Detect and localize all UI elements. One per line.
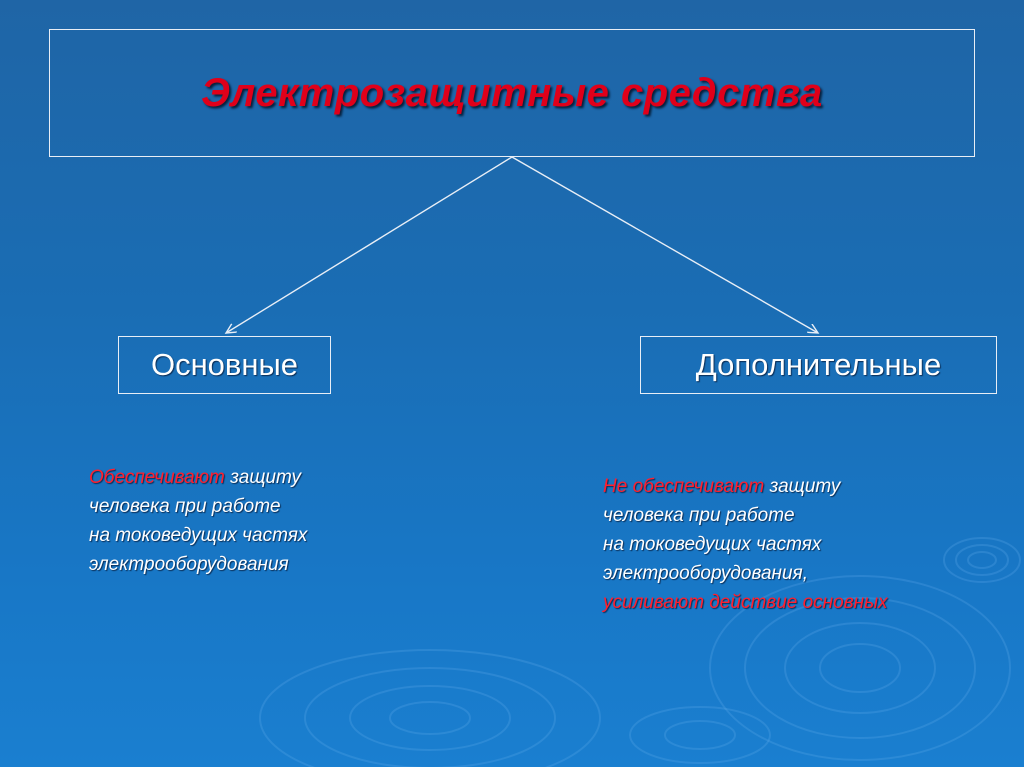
highlight-text: Не обеспечивают (603, 476, 765, 497)
node-additional-description (603, 472, 888, 617)
node-basic-box (118, 336, 331, 394)
highlight-text: Обеспечивают (89, 467, 225, 488)
description-line: человека при работе (603, 505, 795, 526)
description-line (89, 463, 307, 492)
diagram-title: Электрозащитные средства (201, 70, 823, 115)
node-additional-label: Дополнительные (695, 347, 942, 382)
description-line (603, 472, 888, 501)
description-text: защиту (224, 467, 301, 488)
node-basic-label: Основные (150, 347, 299, 382)
description-line: электрооборудования (89, 554, 289, 575)
title-box (49, 29, 975, 157)
arrow-to-basic (226, 157, 512, 333)
description-line: на токоведущих частях (89, 525, 308, 546)
description-footer: усиливают действие основных (603, 592, 888, 613)
description-text: защиту (764, 476, 841, 497)
node-additional-box (640, 336, 997, 394)
node-basic-description (89, 463, 307, 579)
description-line: на токоведущих частях (603, 534, 822, 555)
arrow-to-additional (512, 157, 818, 333)
description-line: человека при работе (89, 496, 281, 517)
description-line: электрооборудования, (603, 563, 808, 584)
